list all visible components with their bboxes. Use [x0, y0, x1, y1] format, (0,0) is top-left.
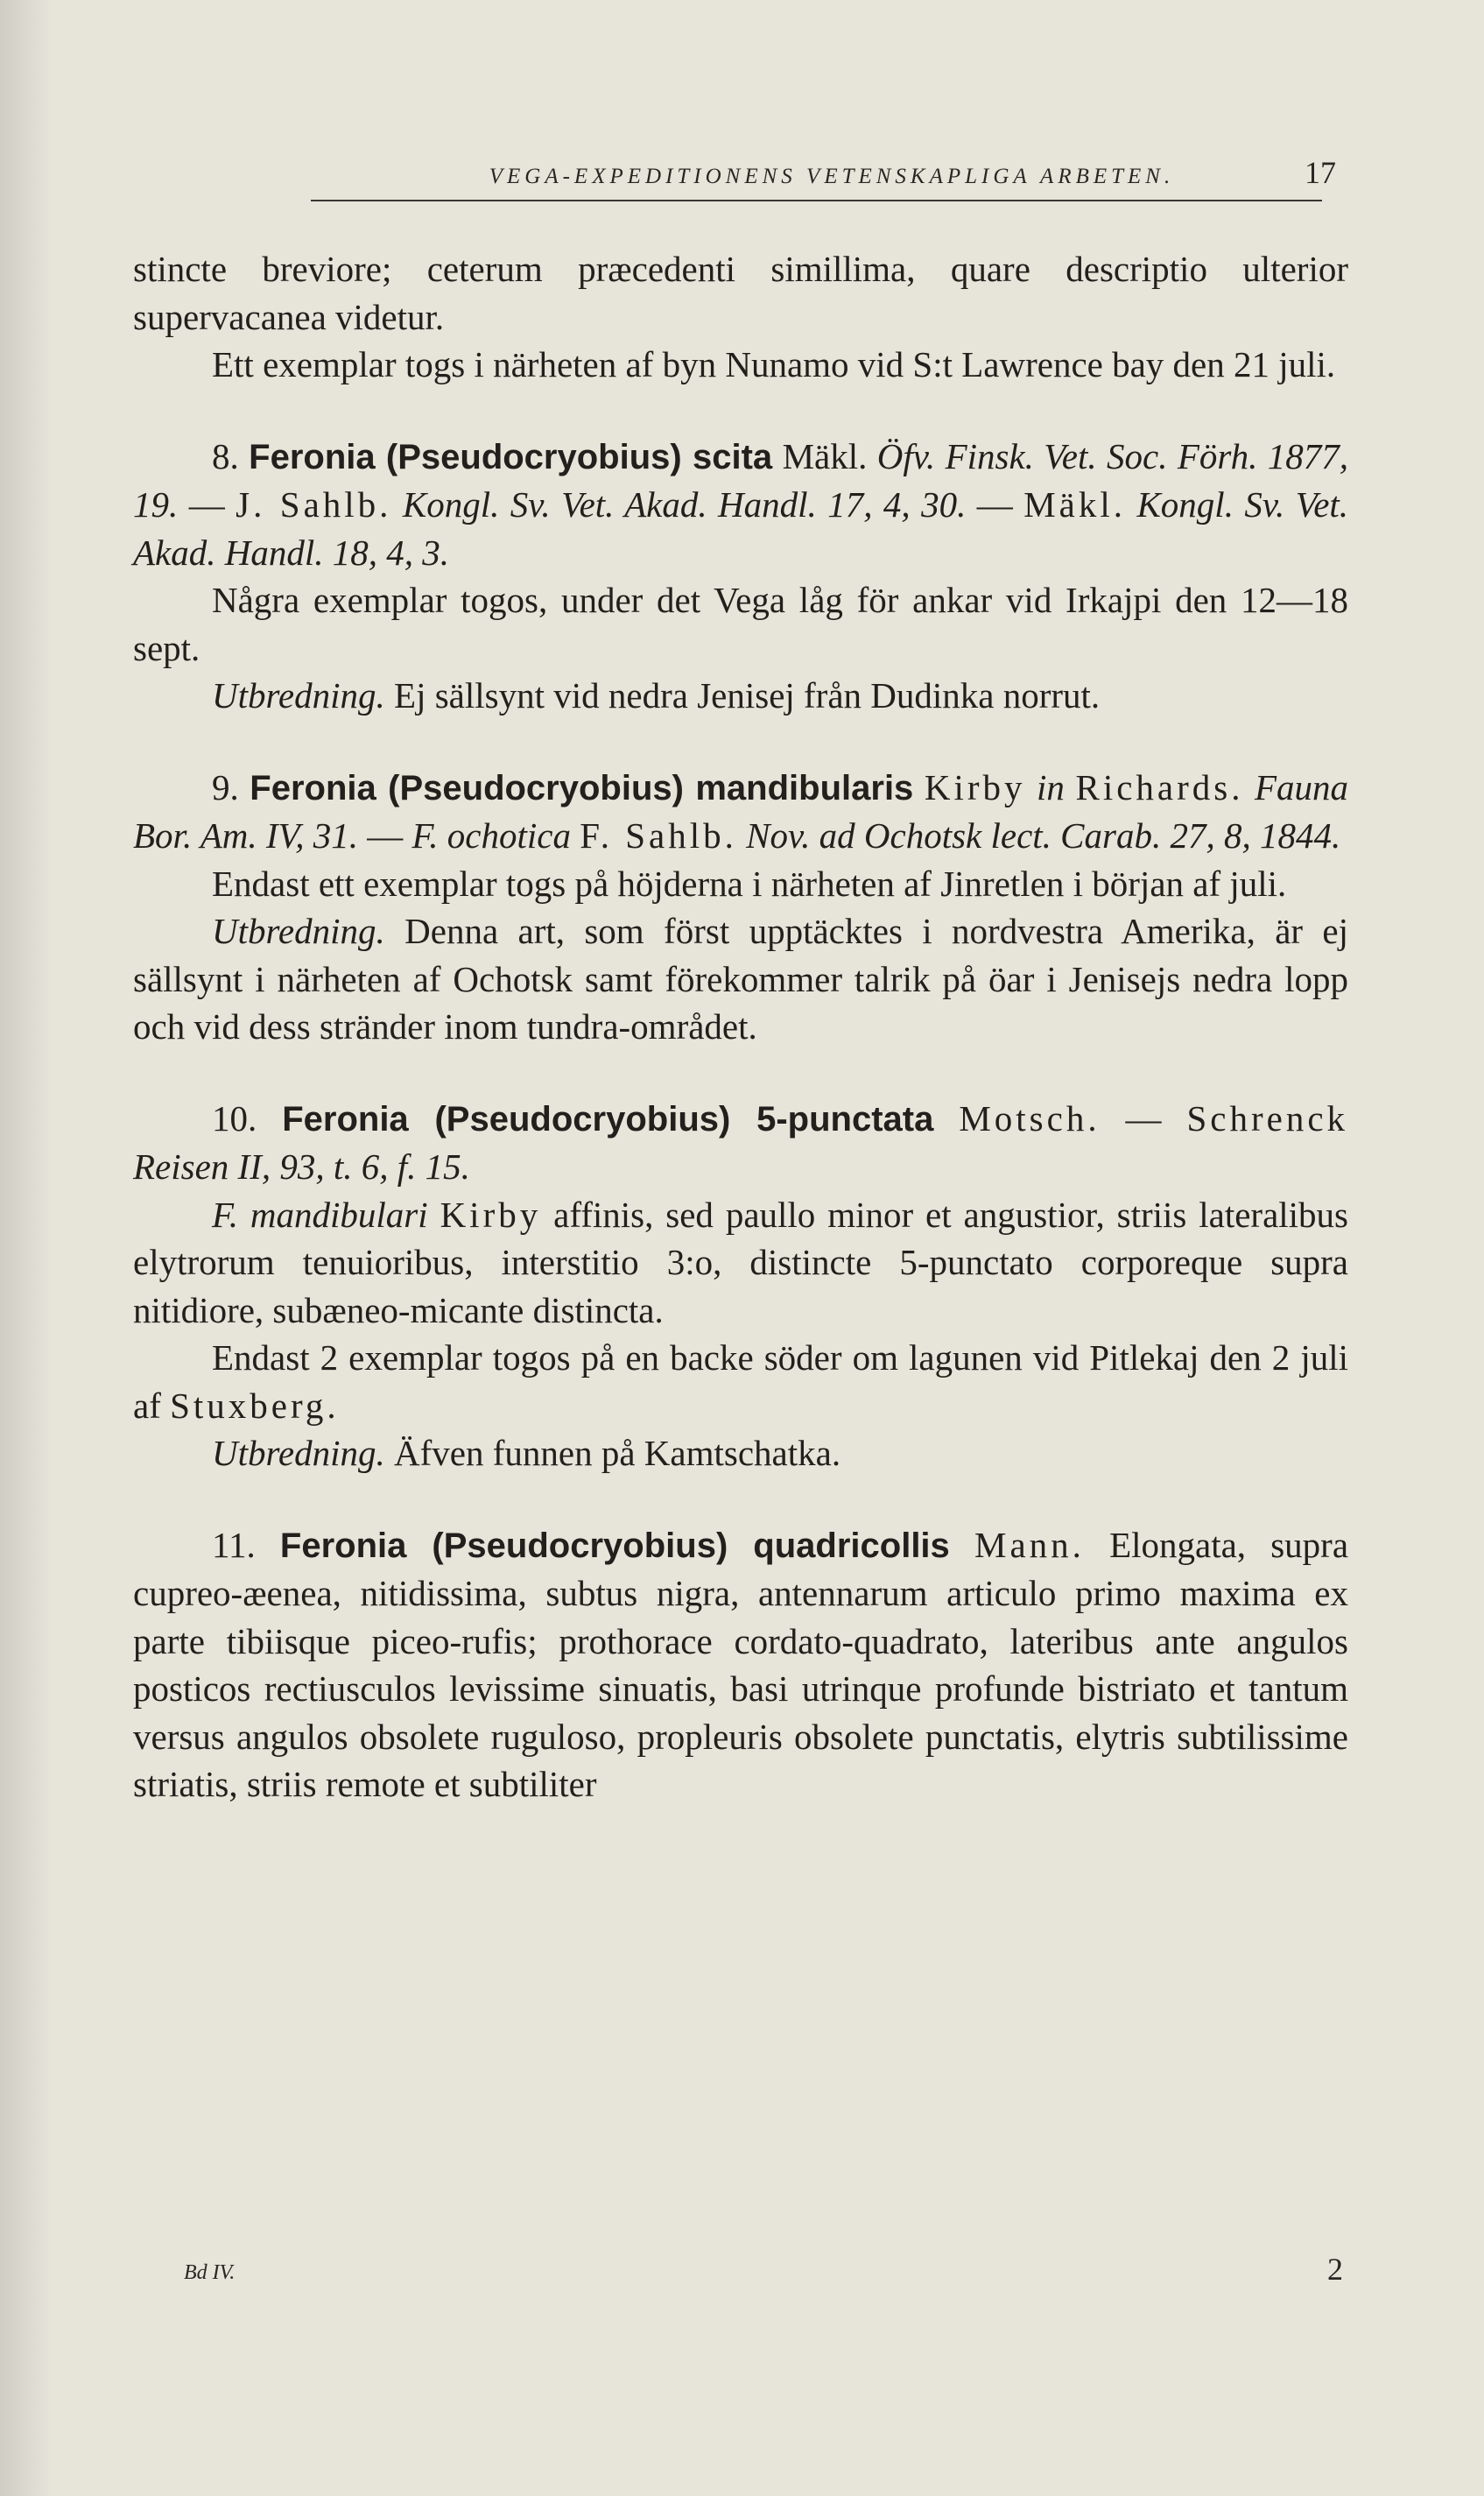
entry-8-author: Mäkl. [782, 435, 868, 476]
entry-11-heading [133, 1521, 1348, 1809]
entry-10-kirby: Kirby [440, 1194, 542, 1235]
entry-10-schrenck: Schrenck [1186, 1097, 1349, 1139]
entry-8-reference-3: Kongl. Sv. Vet. Akad. Handl. 18, 4, 3. [133, 484, 1349, 573]
entry-9-heading [133, 764, 1348, 860]
entry-8-dash-1: — [188, 484, 225, 525]
entry-8-dash-2: — [976, 484, 1013, 525]
entry-10-dash: — [1125, 1097, 1162, 1139]
running-header: VEGA-EXPEDITIONENS VETENSKAPLIGA ARBETEN. [489, 165, 1175, 188]
entry-8-distribution-label: Utbredning. [212, 675, 385, 716]
entry-10-description-text: affinis, sed paullo minor et angustior, striis lateralibus elytrorum tenuioribus, interstitio 3:o, distincte 5-punctato corporeque supra nitidiore, subæneo-micante distincta. [133, 1194, 1349, 1330]
entry-8-number: 8. [212, 435, 239, 476]
page-edge-shadow [0, 0, 53, 2496]
entry-9-dash: — [367, 815, 404, 856]
body-text [133, 245, 1348, 1809]
entry-9-distribution-label: Utbredning. [212, 911, 385, 951]
intro-locality: Ett exemplar togs i närheten af byn Nunamo vid S:t Lawrence bay den 21 juli. [212, 344, 1336, 384]
entry-9-richards: Richards. [1075, 766, 1244, 807]
header-rule [311, 200, 1322, 201]
entry-8-distribution [133, 672, 1348, 720]
entry-9-number: 9. [212, 766, 239, 807]
intro-paragraph: stincte breviore; ceterum præcedenti simillima, quare descriptio ulterior supervacanea videtur. [133, 249, 1348, 337]
entry-8-species-name: Feronia (Pseudocryobius) scita [249, 437, 773, 476]
entry-8-reference-2: Kongl. Sv. Vet. Akad. Handl. 17, 4, 30. [402, 484, 967, 525]
entry-10-distribution [133, 1429, 1348, 1477]
entry-10-description [133, 1191, 1348, 1335]
entry-10-collector: Stuxberg. [170, 1385, 340, 1426]
entry-11-species-name: Feronia (Pseudocryobius) quadricollis [279, 1526, 950, 1565]
entry-8-distribution-text: Ej sällsynt vid nedra Jenisej från Dudinka norrut. [394, 675, 1101, 716]
volume-mark: Bd IV. [184, 2261, 236, 2284]
entry-10-collection [133, 1334, 1348, 1429]
entry-9-distribution [133, 907, 1348, 1051]
entry-9-species-name: Feronia (Pseudocryobius) mandibularis [250, 768, 914, 807]
entry-10-reference-1: Reisen II, 93, t. 6, f. 15. [133, 1146, 470, 1187]
entry-8-sahlb: J. Sahlb. [236, 484, 392, 525]
entry-8-heading [133, 433, 1348, 577]
entry-10-collection-text: Endast 2 exemplar togos på en backe söder om lagunen vid Pitlekaj den 2 juli af [133, 1337, 1348, 1426]
entry-10-distribution-label: Utbredning. [212, 1433, 385, 1473]
entry-9-distribution-text: Denna art, som först upptäcktes i nordvestra Amerika, är ej sällsynt i närheten af Ochotsk samt förekommer talrik på öar i Jenisejs nedra lopp och vid dess stränder inom tundra-området. [133, 911, 1348, 1047]
entry-10-comparison-species: F. mandibulari [212, 1194, 428, 1235]
entry-8-collection: Några exemplar togos, under det Vega låg för ankar vid Irkajpi den 12—18 sept. [133, 580, 1348, 668]
entry-8-reference-1: Öfv. Finsk. Vet. Soc. Förh. 1877, 19. [133, 435, 1349, 525]
page-number: 17 [1305, 155, 1336, 190]
signature-mark: 2 [1327, 2252, 1343, 2287]
entry-11-description: Elongata, supra cupreo-æenea, nitidissima, subtus nigra, antennarum articulo primo maxima ex parte tibiisque piceo-rufis; prothorace cordato-quadrato, lateribus ante angulos posticos rectiusculos levissime sinuatis, basi utrinque profunde bistriato et tantum versus angulos obsolete ruguloso, propleuris obsolete punctatis, elytris subtilissime striatis, striis remote et subtiliter [133, 1524, 1349, 1804]
entry-9-reference-2: Nov. ad Ochotsk lect. Carab. 27, 8, 1844. [746, 815, 1341, 856]
entry-10-author: Motsch. [959, 1097, 1101, 1139]
entry-10-distribution-text: Äfven funnen på Kamtschatka. [394, 1433, 841, 1473]
entry-9-author: Kirby [924, 766, 1026, 807]
entry-10-species-name: Feronia (Pseudocryobius) 5-punctata [282, 1099, 934, 1139]
entry-9-in: in [1037, 766, 1065, 807]
entry-9-collection: Endast ett exemplar togs på höjderna i närheten af Jinretlen i början af juli. [212, 863, 1287, 904]
entry-9-synonym: F. ochotica [411, 815, 571, 856]
entry-10-heading [133, 1095, 1348, 1191]
entry-11-number: 11. [212, 1524, 256, 1565]
entry-9-reference-1: Fauna Bor. Am. IV, 31. [133, 766, 1349, 856]
entry-11-author: Mann. [974, 1524, 1085, 1565]
entry-10-number: 10. [212, 1097, 257, 1139]
entry-9-synonym-author: F. Sahlb. [580, 815, 737, 856]
entry-8-makl: Mäkl. [1023, 484, 1127, 525]
